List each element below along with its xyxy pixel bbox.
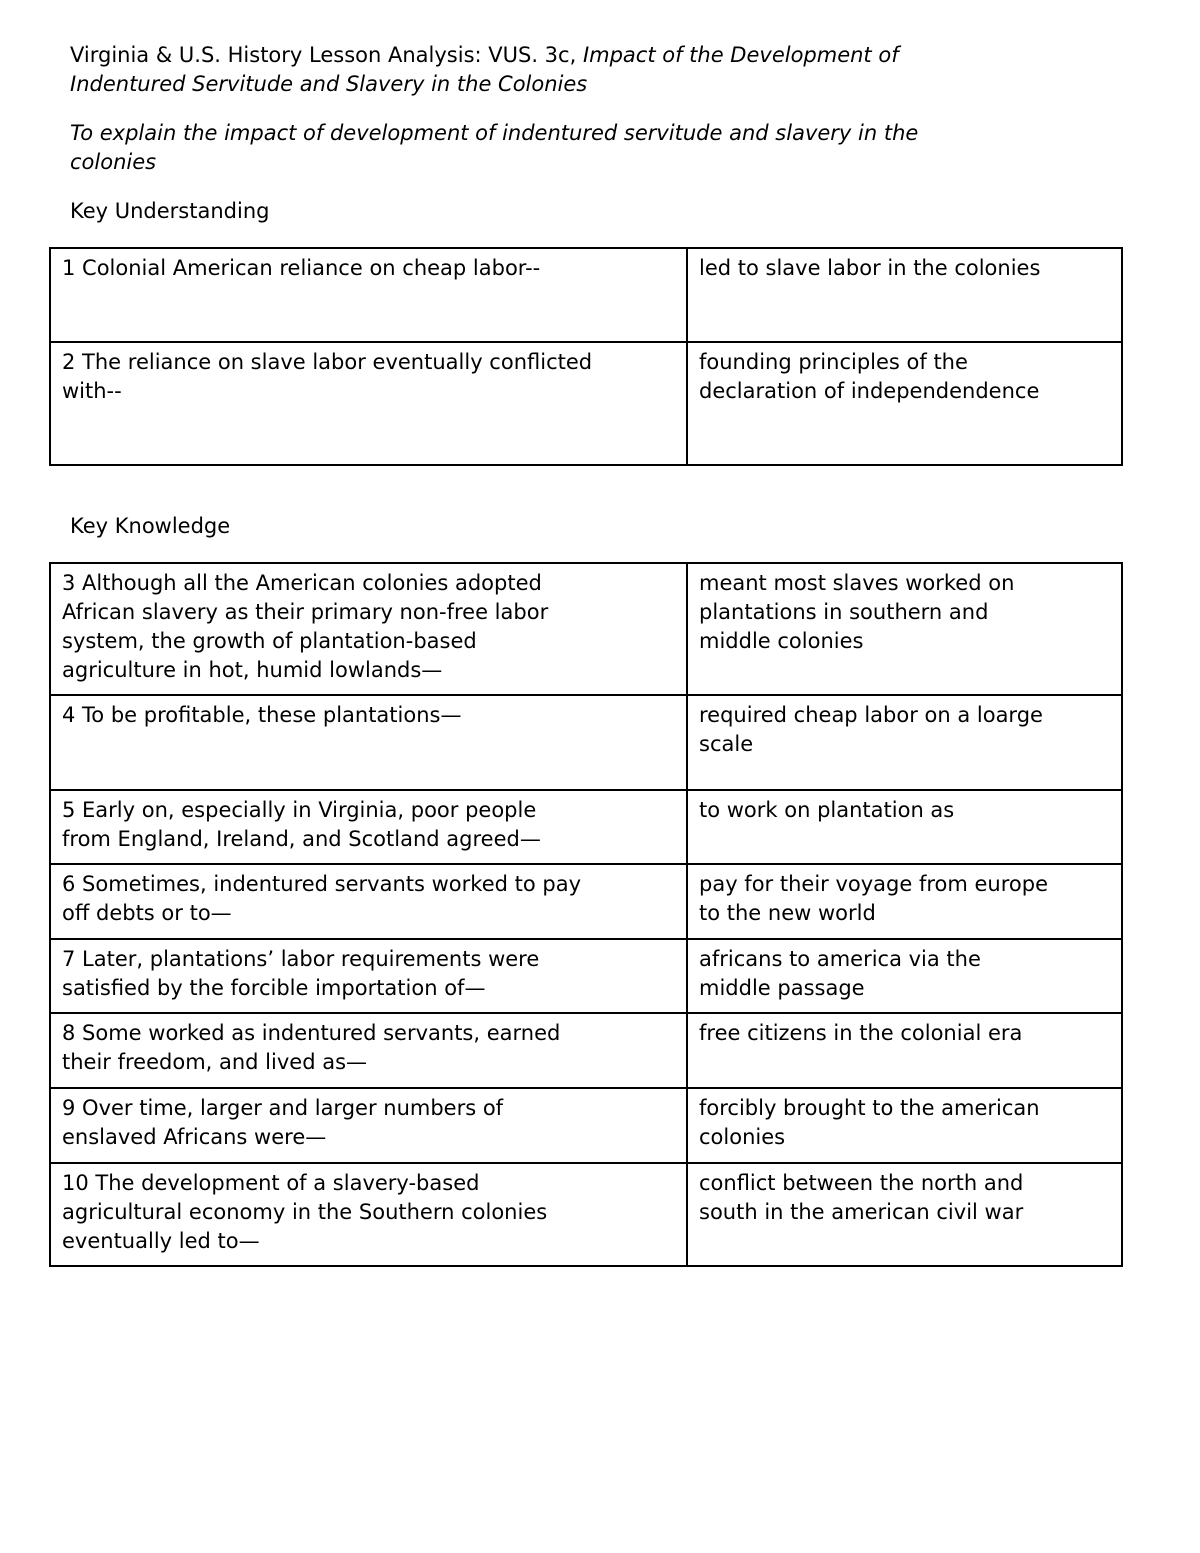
lesson-objective (70, 119, 1070, 177)
lesson-objective-line-2: colonies (70, 150, 157, 174)
prompt-cell: 8 Some worked as indentured servants, earned their freedom, and lived as— (50, 1013, 687, 1088)
prompt-cell: 5 Early on, especially in Virginia, poor people from England, Ireland, and Scotland agreed— (50, 790, 687, 864)
key-understanding-table (49, 247, 1123, 466)
answer-cell: forcibly brought to the american colonies (687, 1088, 1122, 1163)
table-row (50, 1013, 1122, 1088)
key-understanding-heading: Key Understanding (70, 199, 270, 223)
table-row (50, 1088, 1122, 1163)
lesson-title-italic-2: Indentured Servitude and Slavery in the Colonies (70, 72, 588, 96)
answer-cell: free citizens in the colonial era (687, 1013, 1122, 1088)
lesson-title-line-1 (70, 41, 1070, 70)
table-row (50, 695, 1122, 790)
answer-cell: meant most slaves worked on plantations in southern and middle colonies (687, 563, 1122, 695)
lesson-title-plain: Virginia & U.S. History Lesson Analysis: VUS. 3c, (70, 43, 583, 67)
table-row (50, 342, 1122, 465)
prompt-cell: 6 Sometimes, indentured servants worked to pay off debts or to— (50, 864, 687, 939)
answer-cell: africans to america via the middle passage (687, 939, 1122, 1013)
prompt-cell: 3 Although all the American colonies adopted African slavery as their primary non-free labor system, the growth of plantation-based agriculture in hot, humid lowlands— (50, 563, 687, 695)
answer-cell: led to slave labor in the colonies (687, 248, 1122, 342)
lesson-objective-line-1: To explain the impact of development of indentured servitude and slavery in the (70, 121, 919, 145)
key-knowledge-table (49, 562, 1123, 1267)
answer-cell: founding principles of the declaration of independendence (687, 342, 1122, 465)
lesson-title (70, 41, 1070, 99)
lesson-title-italic-1: Impact of the Development of (582, 43, 899, 67)
key-knowledge-heading: Key Knowledge (70, 514, 231, 538)
table-row (50, 939, 1122, 1013)
answer-cell: required cheap labor on a loarge scale (687, 695, 1122, 790)
prompt-cell: 4 To be profitable, these plantations— (50, 695, 687, 790)
answer-cell: conflict between the north and south in the american civil war (687, 1163, 1122, 1266)
table-row (50, 790, 1122, 864)
table-row (50, 248, 1122, 342)
table-row (50, 1163, 1122, 1266)
answer-cell: pay for their voyage from europe to the new world (687, 864, 1122, 939)
table-row (50, 864, 1122, 939)
table-row (50, 563, 1122, 695)
prompt-cell: 2 The reliance on slave labor eventually conflicted with-- (50, 342, 687, 465)
answer-cell: to work on plantation as (687, 790, 1122, 864)
prompt-cell: 7 Later, plantations’ labor requirements were satisfied by the forcible importation of— (50, 939, 687, 1013)
prompt-cell: 10 The development of a slavery-based agricultural economy in the Southern colonies eventually led to— (50, 1163, 687, 1266)
prompt-cell: 1 Colonial American reliance on cheap labor-- (50, 248, 687, 342)
prompt-cell: 9 Over time, larger and larger numbers of enslaved Africans were— (50, 1088, 687, 1163)
